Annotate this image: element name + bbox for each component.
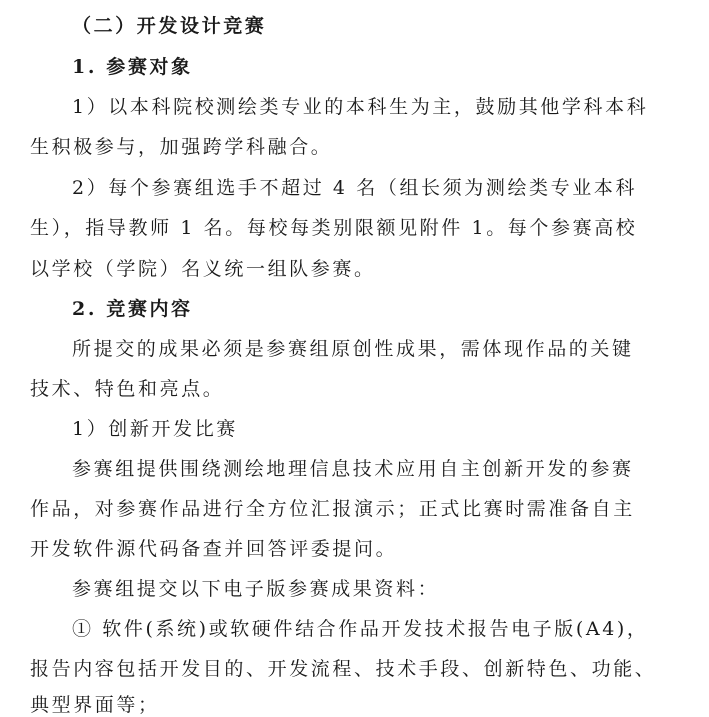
paragraph-line: 参赛组提供围绕测绘地理信息技术应用自主创新开发的参赛: [72, 458, 634, 480]
paragraph-line: 技术、特色和亮点。: [30, 378, 225, 400]
paragraph-line: 1）以本科院校测绘类专业的本科生为主，鼓励其他学科本科: [72, 96, 649, 118]
subsection-title-content: 2. 竞赛内容: [72, 298, 193, 320]
section-title: （二）开发设计竞赛: [72, 15, 267, 37]
paragraph-line: 生），指导教师 1 名。每校每类别限额见附件 1。每个参赛高校: [30, 217, 638, 239]
paragraph-line: 参赛组提交以下电子版参赛成果资料：: [72, 578, 440, 600]
paragraph-line: 开发软件源代码备查并回答评委提问。: [30, 538, 398, 560]
subsection-title-participants: 1. 参赛对象: [72, 56, 193, 78]
paragraph-line: 2）每个参赛组选手不超过 4 名（组长须为测绘类专业本科: [72, 177, 638, 199]
paragraph-line: 报告内容包括开发目的、开发流程、技术手段、创新特色、功能、: [30, 658, 657, 680]
paragraph-line: ① 软件(系统)或软硬件结合作品开发技术报告电子版(A4)，: [72, 618, 649, 640]
paragraph-line: 以学校（学院）名义统一组队参赛。: [30, 258, 376, 280]
item-title-innovation: 1）创新开发比赛: [72, 418, 238, 440]
paragraph-line: 所提交的成果必须是参赛组原创性成果，需体现作品的关键: [72, 338, 634, 360]
paragraph-line: 作品，对参赛作品进行全方位汇报演示；正式比赛时需准备自主: [30, 498, 635, 520]
paragraph-line: 生积极参与，加强跨学科融合。: [30, 136, 333, 158]
paragraph-line: 典型界面等；: [30, 694, 160, 716]
